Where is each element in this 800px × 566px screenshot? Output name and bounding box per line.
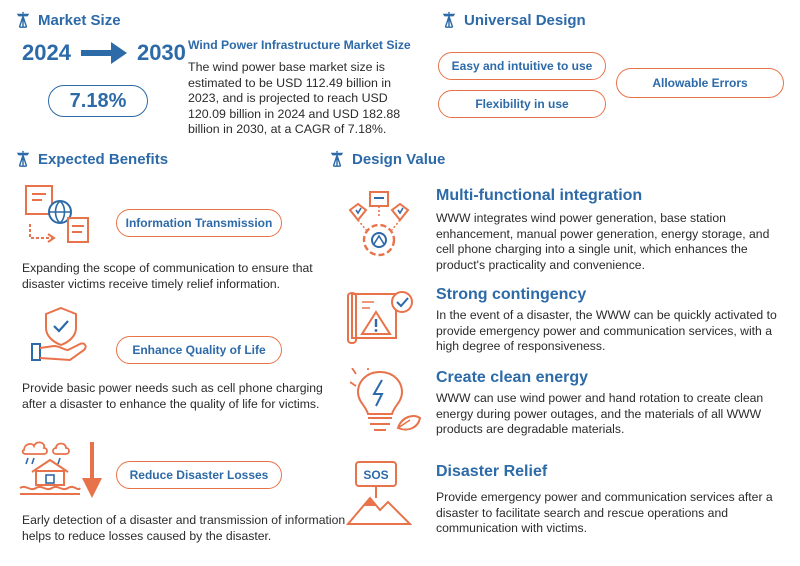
sos-label: SOS (363, 468, 389, 482)
integration-gear-icon (346, 190, 412, 262)
hand-shield-icon (30, 304, 92, 364)
tower-icon (14, 150, 32, 168)
tower-icon (14, 11, 32, 29)
design-value-heading (328, 150, 445, 168)
dv-text-clean-energy: WWW can use wind power and hand rotation to create clean energy during power outages, and the materials of all WWW products are degradable materials. (436, 391, 764, 436)
dv-text-contingency: In the event of a disaster, the WWW can be quickly activated to provide emergency power and communication services, with a high degree of responsiveness. (436, 308, 777, 353)
down-arrow-icon (80, 440, 104, 500)
sos-mountain-icon (346, 458, 412, 528)
universal-design-title: Universal Design (464, 11, 586, 29)
dv-text-disaster-relief: Provide emergency power and communication services after a disaster to facilitate search and rescue operations and communication with victims. (436, 490, 773, 535)
year-end: 2030 (136, 40, 186, 65)
design-value-title: Design Value (352, 150, 446, 168)
benefit-text-quality: Provide basic power needs such as cell phone charging after a disaster to enhance the quality of life for victims. (22, 381, 323, 411)
universal-design-heading (440, 11, 586, 29)
arrow-right-icon (79, 40, 129, 66)
market-size-title: Market Size (38, 11, 121, 29)
benefit-text-information: Expanding the scope of communication to ensure that disaster victims receive timely relief information. (22, 261, 313, 291)
information-network-icon (22, 184, 92, 246)
benefit-pill-information: Information Transmission (116, 209, 282, 237)
expected-benefits-heading (14, 150, 168, 168)
dv-text-integration: WWW integrates wind power generation, base station enhancement, manual power generation, energy storage, and cell phone charging into a single unit, which enhances the product's practicality and convenience. (436, 211, 770, 272)
benefit-pill-quality: Enhance Quality of Life (116, 336, 282, 364)
tower-icon (440, 11, 458, 29)
benefit-text-losses: Early detection of a disaster and transmission of information helps to reduce losses caused by the disaster. (22, 513, 346, 543)
ud-pill-flexibility: Flexibility in use (438, 90, 606, 118)
dv-title-disaster-relief: Disaster Relief (436, 463, 548, 480)
tower-icon (328, 150, 346, 168)
cagr-badge: 7.18% (48, 85, 148, 117)
ud-pill-errors: Allowable Errors (616, 68, 784, 98)
market-text: The wind power base market size is estimated to be USD 112.49 billion in 2023, and is projected to reach USD 120.09 billion in 2024 and USD 182.88 billion in 2030, at a CAGR of 7.18%. (188, 60, 401, 136)
bulb-leaf-icon (350, 368, 424, 438)
expected-benefits-title: Expected Benefits (38, 150, 169, 168)
benefit-pill-losses: Reduce Disaster Losses (116, 461, 282, 489)
dv-title-contingency: Strong contingency (436, 286, 587, 303)
year-start: 2024 (22, 40, 71, 65)
market-size-heading (14, 11, 121, 29)
flood-house-icon (18, 438, 82, 498)
dv-title-integration: Multi-functional integration (436, 187, 643, 204)
ud-pill-easy: Easy and intuitive to use (438, 52, 606, 80)
market-subtitle: Wind Power Infrastructure Market Size (188, 38, 411, 52)
warning-blueprint-icon (346, 288, 416, 344)
dv-title-clean-energy: Create clean energy (436, 369, 589, 386)
year-range (22, 40, 186, 66)
